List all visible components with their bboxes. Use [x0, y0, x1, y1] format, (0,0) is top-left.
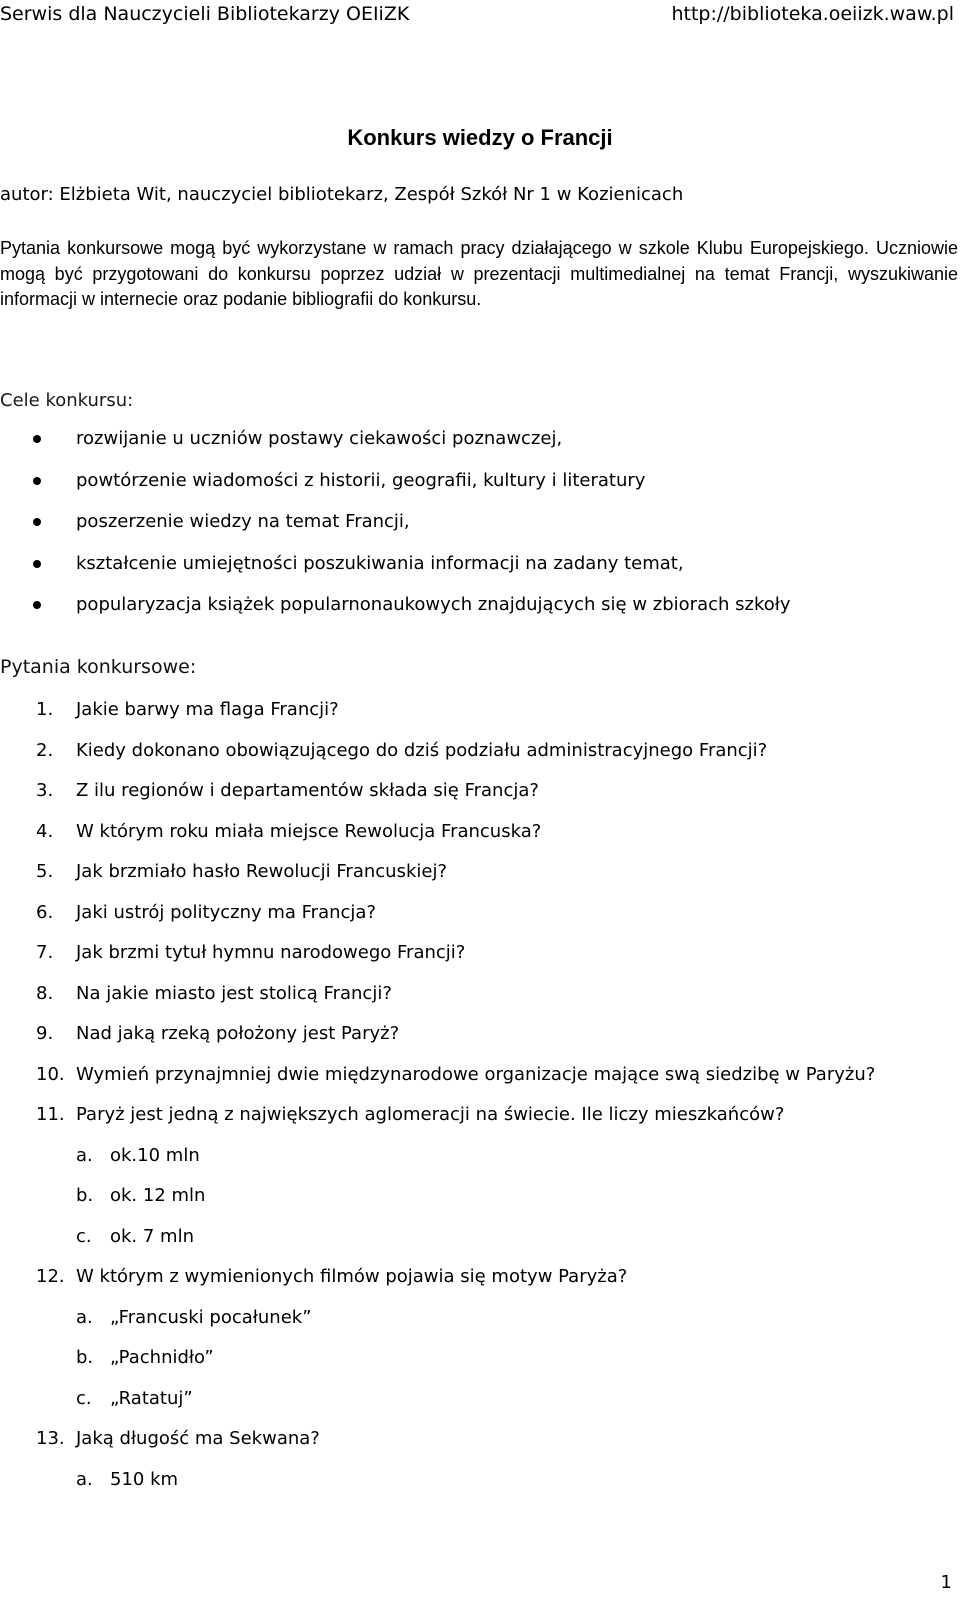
answer-letter: c. — [76, 1225, 92, 1247]
answer-text: ok. 12 mln — [110, 1185, 206, 1206]
header-site-name: Serwis dla Nauczycieli Bibliotekarzy OEIiZK — [0, 3, 410, 25]
question-text: W którym roku miała miejsce Rewolucja Francuska? — [76, 820, 542, 842]
answer-text: „Ratatuj” — [110, 1387, 193, 1409]
question-number: 2. — [36, 739, 54, 761]
bullet-icon — [33, 560, 41, 568]
answer-letter: c. — [76, 1387, 92, 1409]
question-text: Kiedy dokonano obowiązującego do dziś podziału administracyjnego Francji? — [76, 739, 768, 761]
question-number: 4. — [36, 820, 54, 842]
questions-list — [0, 698, 940, 1508]
goal-text: rozwijanie u uczniów postawy ciekawości poznawczej, — [76, 428, 563, 449]
question-number: 12. — [36, 1266, 65, 1287]
question-item — [0, 820, 940, 861]
answer-letter: a. — [76, 1306, 93, 1328]
question-item — [0, 1427, 940, 1468]
answer-text: „Pachnidło” — [110, 1347, 214, 1368]
bullet-icon — [33, 601, 41, 609]
goals-list — [0, 427, 940, 635]
bullet-icon — [33, 518, 41, 526]
question-number: 10. — [36, 1063, 65, 1085]
question-item — [0, 1103, 940, 1144]
question-text: Jaką długość ma Sekwana? — [76, 1428, 320, 1449]
question-text: Z ilu regionów i departamentów składa się Francja? — [76, 780, 539, 801]
question-item — [0, 779, 940, 820]
question-number: 7. — [36, 942, 54, 963]
question-text: Jak brzmiało hasło Rewolucji Francuskiej? — [76, 861, 447, 882]
bullet-icon — [33, 435, 41, 443]
page-number: 1 — [940, 1572, 952, 1593]
goal-item — [0, 469, 940, 511]
goal-text: kształcenie umiejętności poszukiwania informacji na zadany temat, — [76, 552, 684, 574]
questions-heading: Pytania konkursowe: — [0, 656, 197, 678]
header-url: http://biblioteka.oeiizk.waw.pl — [671, 3, 954, 25]
goal-item — [0, 552, 940, 594]
question-number: 1. — [36, 699, 54, 720]
question-number: 6. — [36, 901, 54, 923]
goal-item — [0, 593, 940, 635]
question-item — [0, 698, 940, 739]
answer-option — [0, 1468, 940, 1509]
question-item — [0, 860, 940, 901]
question-text: Jaki ustrój polityczny ma Francja? — [76, 901, 376, 923]
question-item — [0, 1265, 940, 1306]
answer-letter: b. — [76, 1347, 94, 1368]
goals-heading: Cele konkursu: — [0, 390, 134, 411]
answer-option — [0, 1184, 940, 1225]
question-text: Nad jaką rzeką położony jest Paryż? — [76, 1023, 400, 1044]
goal-item — [0, 510, 940, 552]
question-number: 8. — [36, 982, 54, 1004]
question-text: Paryż jest jedną z największych aglomeracji na świecie. Ile liczy mieszkańców? — [76, 1104, 785, 1125]
goal-text: popularyzacja książek popularnonaukowych znajdujących się w zbiorach szkoły — [76, 594, 791, 615]
answer-text: ok. 7 mln — [110, 1225, 194, 1247]
goal-text: poszerzenie wiedzy na temat Francji, — [76, 511, 410, 532]
document-title: Konkurs wiedzy o Francji — [347, 125, 613, 150]
question-text: Jak brzmi tytuł hymnu narodowego Francji? — [76, 942, 466, 963]
question-item — [0, 901, 940, 942]
answer-option — [0, 1306, 940, 1347]
question-item — [0, 941, 940, 982]
answer-letter: b. — [76, 1185, 94, 1206]
answer-text: „Francuski pocałunek” — [110, 1306, 312, 1328]
author-line: autor: Elżbieta Wit, nauczyciel bibliotekarz, Zespół Szkół Nr 1 w Kozienicach — [0, 184, 684, 205]
answer-text: 510 km — [110, 1468, 179, 1490]
question-number: 9. — [36, 1023, 54, 1044]
question-number: 5. — [36, 861, 54, 882]
question-text: Na jakie miasto jest stolicą Francji? — [76, 982, 392, 1004]
question-text: Wymień przynajmniej dwie międzynarodowe organizacje mające swą siedzibę w Paryżu? — [76, 1063, 876, 1085]
answer-letter: a. — [76, 1144, 93, 1166]
answer-option — [0, 1346, 940, 1387]
answer-letter: a. — [76, 1468, 93, 1490]
goal-text: powtórzenie wiadomości z historii, geografii, kultury i literatury — [76, 469, 646, 491]
question-text: W którym z wymienionych filmów pojawia się motyw Paryża? — [76, 1266, 628, 1287]
answer-option — [0, 1144, 940, 1185]
goal-item — [0, 427, 940, 469]
answer-text: ok.10 mln — [110, 1144, 200, 1166]
question-number: 13. — [36, 1428, 65, 1449]
bullet-icon — [33, 477, 41, 485]
question-item — [0, 982, 940, 1023]
question-item — [0, 1022, 940, 1063]
question-item — [0, 1063, 940, 1104]
question-text: Jakie barwy ma flaga Francji? — [76, 699, 339, 720]
answer-option — [0, 1225, 940, 1266]
intro-paragraph: Pytania konkursowe mogą być wykorzystane w ramach pracy działającego w szkole Klubu Europejskiego. Uczniowie mogą być przygotowani do konkursu poprzez udział w prezentacji multimedialnej na temat Francji, wyszukiwanie informacji w internecie oraz podanie bibliografii do konkursu. — [0, 238, 958, 309]
answer-option — [0, 1387, 940, 1428]
page-header — [0, 0, 960, 32]
question-number: 3. — [36, 780, 54, 801]
question-number: 11. — [36, 1104, 65, 1125]
question-item — [0, 739, 940, 780]
